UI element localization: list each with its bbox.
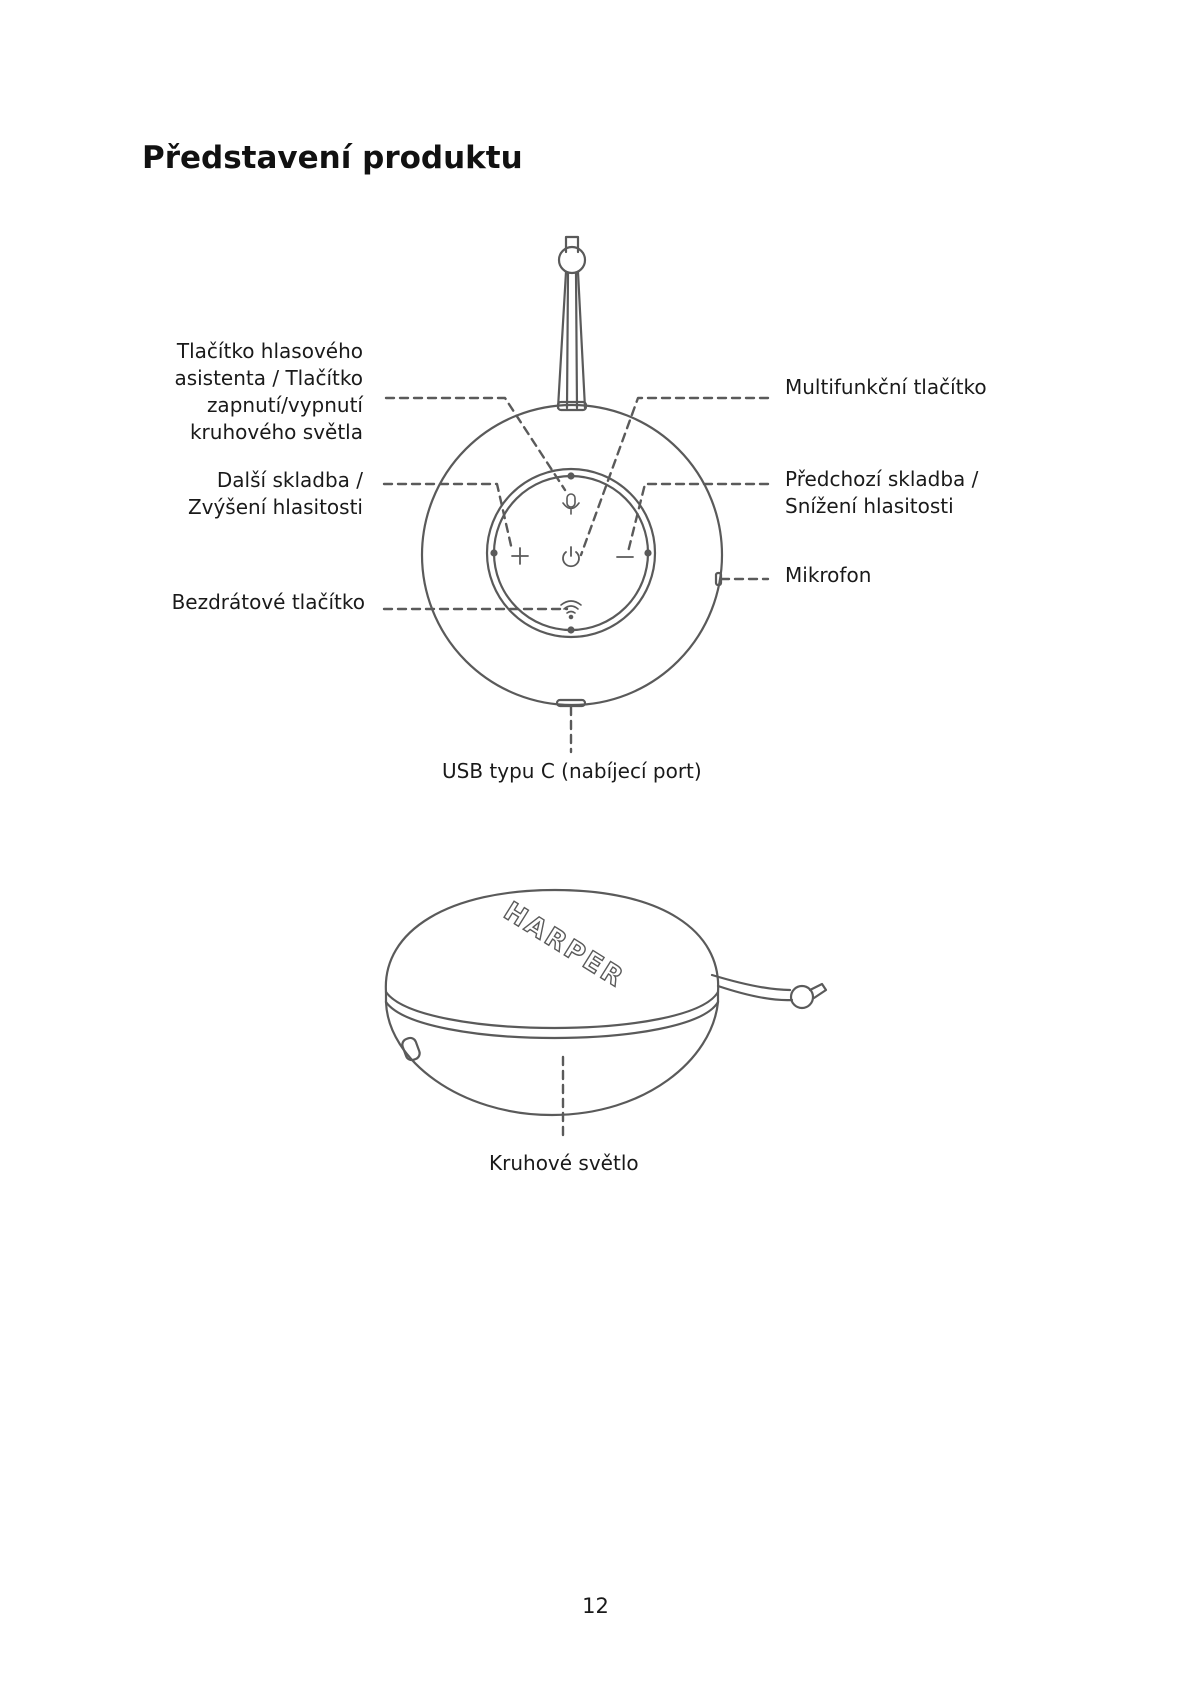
speaker-side-view [386,890,826,1115]
page-number: 12 [582,1594,609,1618]
brand-logo: HARPER [498,896,631,995]
plus-icon [512,548,528,564]
label-wireless: Bezdrátové tlačítko [171,590,365,614]
speaker-body-outline [422,405,722,705]
speaker-top-view [422,237,722,706]
wireless-icon [561,601,581,619]
label-microphone: Mikrofon [785,563,872,587]
label-next-track: Další skladba / Zvýšení hlasitosti [187,468,363,519]
power-icon [563,547,579,566]
usb-port [557,700,585,706]
label-usb: USB typu C (nabíjecí port) [442,759,702,783]
microphone-icon [563,494,579,514]
label-voice-assistant: Tlačítko hlasového asistenta / Tlačítko zapnutí/vypnutí kruhového světla [174,339,363,444]
lanyard [558,237,586,410]
label-ring-light: Kruhové světlo [489,1151,639,1175]
page-title: Představení produktu [142,140,523,176]
label-multifunction: Multifunkční tlačítko [785,375,987,399]
label-previous-track: Předchozí skladba / Snížení hlasitosti [785,467,979,518]
